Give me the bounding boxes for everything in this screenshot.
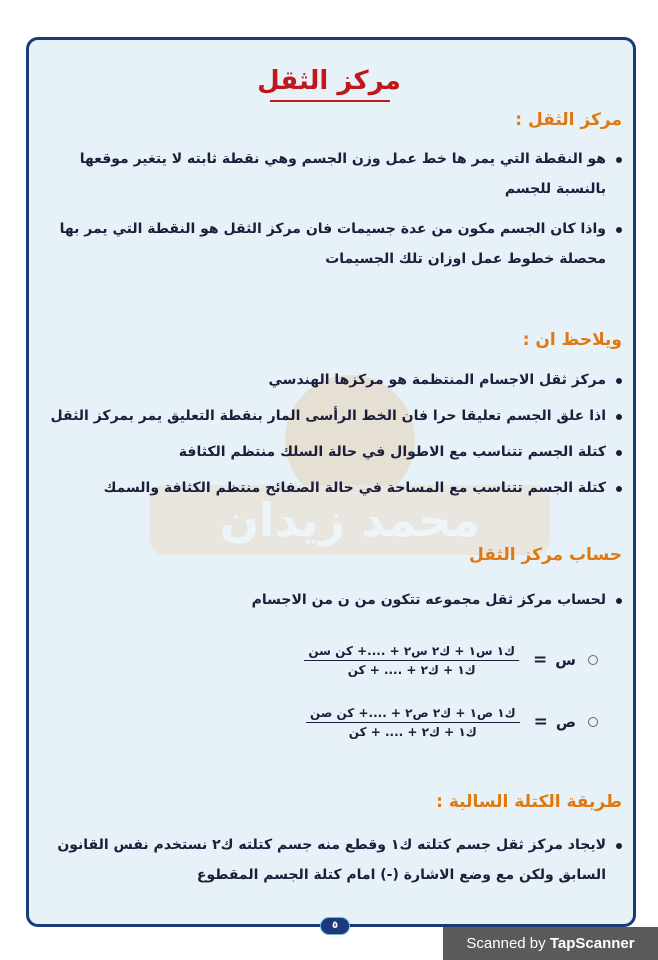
scanner-prefix: Scanned by	[466, 935, 546, 952]
heading-negative-mass: طريقة الكتلة السالبة :	[436, 792, 622, 812]
list-item: لحساب مركز ثقل مجموعه تتكون من ن من الاجسام	[32, 585, 622, 615]
title-underline	[270, 100, 390, 102]
list-item: كتلة الجسم تتناسب مع المساحة في حالة الصفائح منتظم الكثافة والسمك	[32, 473, 622, 503]
formula-numerator: ك١ س١ + ك٢ س٢ + ....+ كن سن	[304, 644, 519, 661]
definition-list	[32, 144, 622, 284]
negative-mass-list	[32, 830, 622, 900]
formula-variable: ص	[555, 713, 576, 731]
formula-y	[238, 692, 598, 752]
formula-equals: =	[533, 712, 548, 732]
watermark-text: محمد زيدان	[219, 493, 481, 547]
list-item: اذا علق الجسم تعليقا حرا فان الخط الرأسى المار بنقطة التعليق يمر بمركز الثقل	[32, 401, 622, 431]
formula-numerator: ك١ ص١ + ك٢ ص٢ + ....+ كن صن	[306, 706, 520, 723]
formula-equals: =	[533, 650, 548, 670]
circle-bullet-icon	[588, 655, 598, 665]
page-title: مركز الثقل	[257, 66, 401, 96]
heading-notes: ويلاحظ ان :	[522, 330, 622, 350]
list-item: مركز ثقل الاجسام المنتظمة هو مركزها الهندسي	[32, 365, 622, 395]
page-number: ٥	[320, 917, 350, 935]
heading-calculation: حساب مركز الثقل	[469, 545, 622, 565]
list-item: كتلة الجسم تتناسب مع الاطوال في حالة السلك منتظم الكثافة	[32, 437, 622, 467]
list-item: لايجاد مركز ثقل جسم كتلته ك١ وقطع منه جسم كتلته ك٢ نستخدم نفس القانون السابق ولكن مع وضع الاشارة (-) امام كتلة الجسم المقطوع	[32, 830, 622, 890]
formula-denominator: ك١ + ك٢ + .... + كن	[347, 662, 476, 677]
formula-x	[238, 630, 598, 690]
calculation-list	[32, 585, 622, 625]
list-item: واذا كان الجسم مكون من عدة جسيمات فان مركز الثقل هو النقطة التي يمر بها محصلة خطوط عمل اوزان تلك الجسيمات	[32, 214, 622, 274]
list-item: هو النقطة التي يمر ها خط عمل وزن الجسم وهي نقطة ثابته لا يتغير موقعها بالنسبة للجسم	[32, 144, 622, 204]
scanner-brand: TapScanner	[549, 935, 635, 952]
formula-denominator: ك١ + ك٢ + .... + كن	[348, 724, 477, 739]
formula-fraction	[304, 644, 519, 677]
formula-fraction	[306, 706, 520, 739]
formula-variable: س	[555, 651, 576, 669]
notes-list	[32, 365, 622, 509]
heading-center-of-gravity: مركز الثقل :	[515, 110, 622, 130]
circle-bullet-icon	[588, 717, 598, 727]
scanner-watermark	[443, 927, 658, 960]
